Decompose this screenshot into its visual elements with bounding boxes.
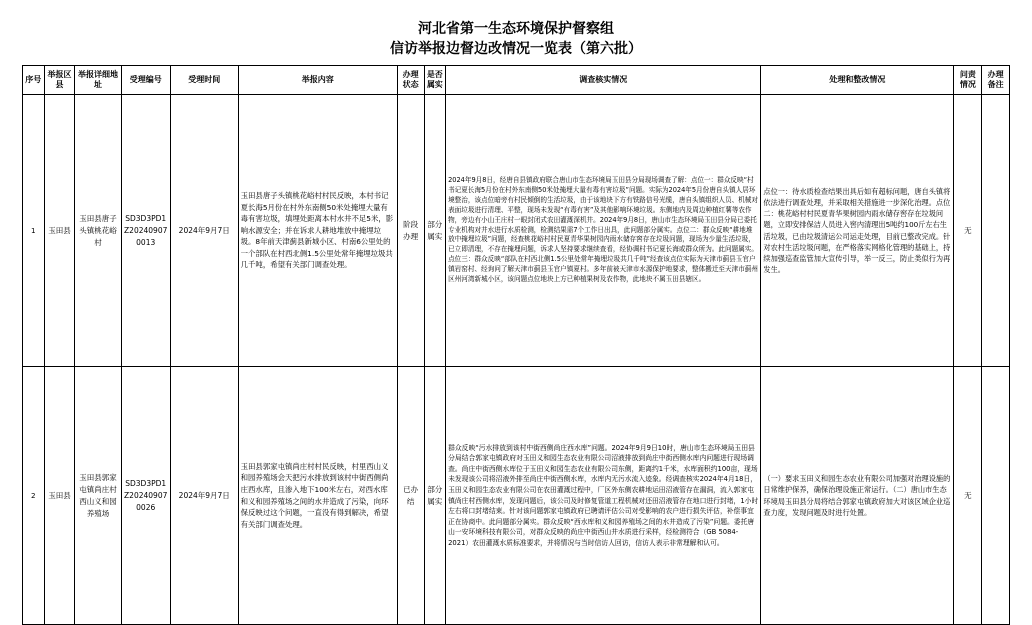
- header-status: 办理状态: [397, 66, 424, 95]
- header-time: 受理时间: [170, 66, 238, 95]
- row-time: 2024年9月7日: [170, 95, 238, 367]
- header-remarks: 办理备注: [982, 66, 1010, 95]
- row-remarks: [982, 95, 1010, 367]
- row-content: 玉田县唐子头镇桃花峪村村民反映，本村书记夏长海5月份在村外东南侧50米处掩埋大量有毒有害垃圾，填埋处距离本村水井不足5米，影响水源安全；并在诉求人耕地堆放中掩埋垃圾。8年前天津蓟县新城小区、村南6公里处的一个部队在村西北侧1.5公里处常年掩埋垃圾共几千吨，希望有关部门调查处理。: [238, 95, 397, 367]
- row-verified: 部分属实: [424, 367, 446, 625]
- complaint-table: [22, 65, 1010, 625]
- row-code: SD3D3PD1Z202409070026: [121, 367, 170, 625]
- row-address: 玉田县唐子头镇桃花峪村: [75, 95, 121, 367]
- row-seq: 1: [23, 95, 45, 367]
- row-code: SD3D3PD1Z202409070013: [121, 95, 170, 367]
- row-accountability: 无: [954, 95, 982, 367]
- header-content: 举报内容: [238, 66, 397, 95]
- row-status: 已办结: [397, 367, 424, 625]
- row-time: 2024年9月7日: [170, 367, 238, 625]
- row-investigation: 2024年9月8日，经唐自县镇政府联合唐山市生态环境局玉田县分局现场调查了解：点位一：群众反映“村书记夏长海5月份在村外东南侧50米处掩埋大量有毒有害垃圾”问题。实际为2024年5月份唐自头镇人居环境整治，该点位暗旁有村民倾倒的生活垃圾，由于该地块下方有铁路信号光缆，唐自头镇组织人员、机械对表面垃圾进行清理、平整，现场未发现“有毒有害”及其他影响环境垃圾。东侧地内及周边种植红薯等农作物，旁边有小山王庄村一眼封闭式农田灌溉深机井。2024年9月8日，唐山市生态环境局玉田县分局已委托专业机构对井水进行水质检测，检测结果需7个工作日出具，此问题部分属实。点位二：群众反映“耕地堆放中掩埋垃圾”问题，经查桃花峪村村民夏青华果树园内雨水储存窖存在垃圾问题，现场为少量生活垃圾，已立即清理，不存在掩埋问题，诉求人坚持要求继续查看，经协调村书记夏长海或群众所为。此问题属实。点位三：群众反映“部队在村西北侧1.5公里处常年掩埋垃圾共几千吨”经查该点位实际为天津市蓟县玉官户镇岩窑村、经询问了解天津市蓟县玉官户镇夏村。多年前被天津市水源保护地要求，整体搬迁至天津市蓟州区州河湾新城小区，该问题点位地块上方已种植果树及农作物，此地块不属玉田县辖区。: [446, 95, 761, 367]
- header-code: 受理编号: [121, 66, 170, 95]
- header-verified: 是否属实: [424, 66, 446, 95]
- table-row: [23, 367, 1010, 625]
- row-investigation: 群众反映“污水排放到该村中街西侧尚庄西水库”问题。2024年9月9日10时，唐山市生态环境局玉田县分局结合郭家屯镇政府对玉田义和园生态农业有限公司沼液排放到尚庄中街西侧水库内问题进行现场调查。尚庄中街西侧水库位于玉田义和园生态农业有限公司东侧，距离约1千米，水库面积约100亩，现场未发现该公司将沼液外排至尚庄中街西侧水库，水库内无污水流入迹象。经调查核实2024年4月18日，玉田义和园生态农业有限公司在农田灌溉过程中，厂区外东侧农耕地运田沼液管存在漏洞，流入郭家屯镇尚庄村西侧水库，发现问题后，该公司及时修复管道工程机械对还田沼液管存在地口进行封堵，1小时左右将口封堵结束。针对该问题郭家屯镇政府已聘请评估公司对受影响的农户进行损失评估，补偿事宜正在协商中。此问题部分属实。群众反映“西水库和义和园养殖场之间的水井造成了污染”问题。委托唐山一安环境科技有限公司，对群众反映的尚庄中街西山井水质进行采样，经检测符合（GB 5084-2021）农田灌溉水质标准要求，并将情况与当时信访人回访，信访人表示非常理解和认可。: [446, 367, 761, 625]
- page-title: 河北省第一生态环境保护督察组: [418, 21, 614, 37]
- row-seq: 2: [23, 367, 45, 625]
- header-area: 举报区县: [44, 66, 75, 95]
- row-handling: （一）要求玉田义和园生态农业有限公司加强对治理设施的日常维护保养，确保治理设施正常运行。（二）唐山市生态环境局玉田县分局将结合郭家屯镇政府加大对该区域企业巡查力度，发现问题及时进行处置。: [761, 367, 954, 625]
- row-area: 玉田县: [44, 95, 75, 367]
- row-handling: 点位一：待水质检查结果出具后如有超标问题，唐自头镇将依法进行调查处理，并采取相关措施进一步深化治理。点位二：桃花峪村村民夏青华果树园内雨水储存窖存在垃圾问题，立即安排保洁人员进入窖内清理出5吨约100斤左右生活垃圾，已由垃圾清运公司运走处理，目前已整改完成。针对农村生活垃圾问题，在严格落实网格化管理的基础上，持续加强巡查监管加大宣传引导，举一反三，防止类似行为再发生。: [761, 95, 954, 367]
- page-subtitle: 信访举报边督边改情况一览表（第六批）: [390, 41, 642, 57]
- row-verified: 部分属实: [424, 95, 446, 367]
- table-header-row: [23, 66, 1010, 95]
- header-accountability: 问责情况: [954, 66, 982, 95]
- row-area: 玉田县: [44, 367, 75, 625]
- row-accountability: 无: [954, 367, 982, 625]
- row-address: 玉田县郭家屯镇尚庄村西山义和园养殖场: [75, 367, 121, 625]
- header-seq: 序号: [23, 66, 45, 95]
- header-address: 举报详细地址: [75, 66, 121, 95]
- table-row: [23, 95, 1010, 367]
- row-content: 玉田县郭家屯镇尚庄村村民反映，村里西山义和园养殖场会天把污水排放到该村中街西侧尚庄西水库，且渗入地下100米左右，对西水库和义和园养殖场之间的水井造成了污染，向环保反映过这个问题，一直没有得到解决，希望有关部门调查处理。: [238, 367, 397, 625]
- row-status: 阶段办理: [397, 95, 424, 367]
- header-investigation: 调查核实情况: [446, 66, 761, 95]
- row-remarks: [982, 367, 1010, 625]
- header-handling: 处理和整改情况: [761, 66, 954, 95]
